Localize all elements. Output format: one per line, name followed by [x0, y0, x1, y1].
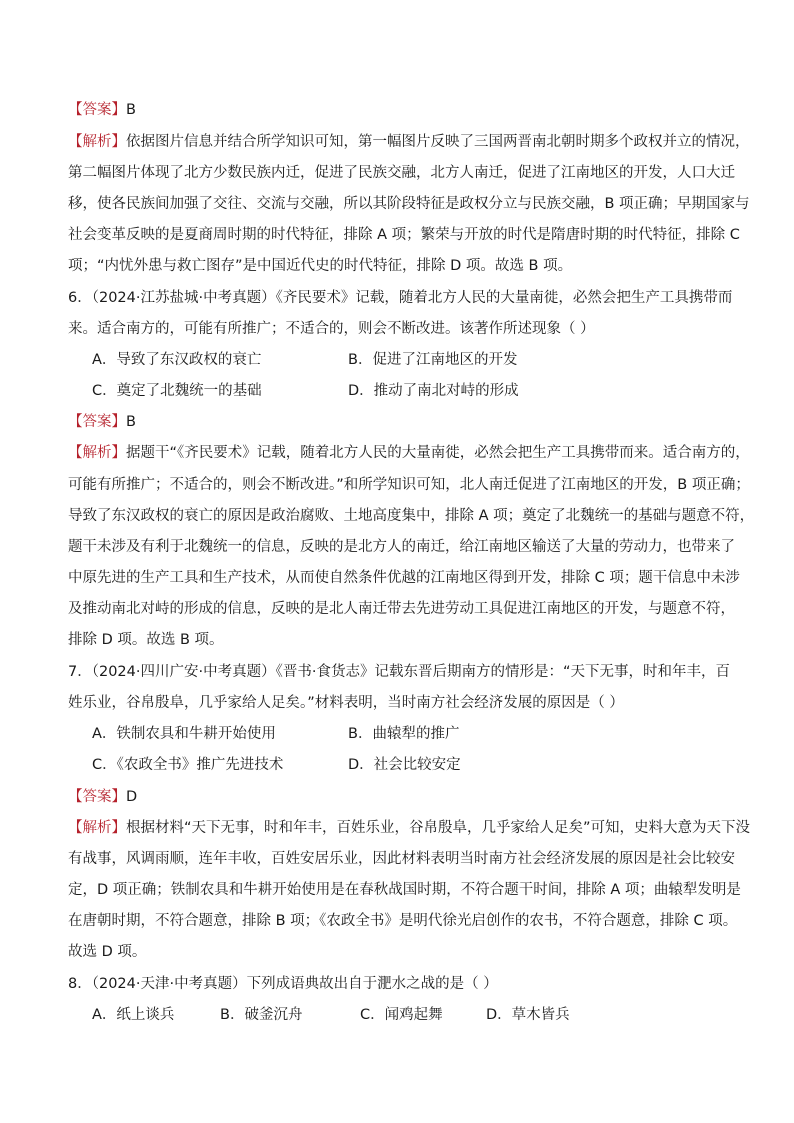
answer-tag: 【答案】 [68, 414, 126, 430]
q6-option-c: C．奠定了北魏统一的基础 [92, 383, 262, 399]
q6-analysis-line: 导致了东汉政权的衰亡的原因是政治腐败、土地高度集中，排除 A 项；奠定了北魏统一的基础与题意不符， [68, 508, 755, 524]
q7-option-a: A．铁制农具和牛耕开始使用 [92, 726, 276, 742]
analysis-text: 根据材料“天下无事，时和年丰，百姓乐业，谷帛殷阜，几乎家给人足矣”可知，史料大意为天下没 [126, 820, 751, 836]
q6-analysis-line [68, 443, 750, 463]
q8-option-a: A．纸上谈兵 [92, 1007, 175, 1023]
q7-analysis-line [68, 818, 750, 838]
analysis-text: 据题干“《齐民要术》记载，随着北方人民的大量南徙，必然会把生产工具携带而来。适合南方的， [126, 445, 750, 461]
q5-answer-line [68, 100, 136, 120]
q5-analysis-line: 项；“内忧外患与救亡图存”是中国近代史的时代特征，排除 D 项。故选 B 项。 [68, 258, 573, 274]
q6-answer-line [68, 412, 136, 432]
answer-tag: 【答案】 [68, 789, 126, 805]
answer-value: D [126, 789, 138, 805]
q6-analysis-line: 中原先进的生产工具和生产技术，从而使自然条件优越的江南地区得到开发，排除 C 项；题干信息中未涉 [68, 570, 740, 586]
q7-stem-line: 姓乐业，谷帛殷阜，几乎家给人足矣。”材料表明，当时南方社会经济发展的原因是（ ） [68, 695, 624, 711]
analysis-tag: 【解析】 [68, 445, 126, 461]
q8-option-d: D．草木皆兵 [486, 1007, 570, 1023]
q5-analysis-line: 第二幅图片体现了北方少数民族内迁，促进了民族交融，北方人南迁，促进了江南地区的开发，人口大迁 [68, 165, 735, 181]
q5-analysis-line: 移，使各民族间加强了交往、交流与交融，所以其阶段特征是政权分立与民族交融，B 项正确；早期国家与 [68, 196, 750, 212]
q7-answer-line [68, 787, 137, 807]
q5-analysis-line: 社会变革反映的是夏商周时期的时代特征，排除 A 项；繁荣与开放的时代是隋唐时期的时代特征，排除 C [68, 227, 740, 243]
answer-value: B [126, 414, 136, 430]
analysis-text: 依据图片信息并结合所学知识可知，第一幅图片反映了三国两晋南北朝时期多个政权并立的情况， [126, 134, 750, 150]
q7-stem-line: 7．（2024·四川广安·中考真题）《晋书·食货志》记载东晋后期南方的情形是：“天下无事，时和年丰，百 [68, 664, 730, 680]
q8-option-c: C．闻鸡起舞 [360, 1007, 443, 1023]
q7-option-d: D．社会比较安定 [348, 757, 461, 773]
q7-option-b: B．曲辕犁的推广 [348, 726, 460, 742]
q6-option-b: B．促进了江南地区的开发 [348, 352, 518, 368]
q6-analysis-line: 排除 D 项。故选 B 项。 [68, 632, 224, 648]
q5-analysis-line [68, 132, 750, 152]
q7-option-c: C．《农政全书》推广先进技术 [92, 757, 284, 773]
q6-stem-line: 6．（2024·江苏盐城·中考真题）《齐民要术》记载，随着北方人民的大量南徙，必然会把生产工具携带而 [68, 290, 733, 306]
q6-analysis-line: 题干未涉及有利于北魏统一的信息，反映的是北方人的南迁，给江南地区输送了大量的劳动力，也带来了 [68, 539, 735, 555]
q7-analysis-line: 有战事，风调雨顺，连年丰收，百姓安居乐业，因此材料表明当时南方社会经济发展的原因是社会比较安 [68, 851, 735, 867]
q8-stem-line: 8．（2024·天津·中考真题）下列成语典故出自于淝水之战的是（ ） [68, 976, 498, 992]
q6-analysis-line: 可能有所推广；不适合的，则会不断改进。”和所学知识可知，北人南迁促进了江南地区的开发，B 项正确； [68, 477, 750, 493]
q7-analysis-line: 定，D 项正确；铁制农具和牛耕开始使用是在春秋战国时期，不符合题干时间，排除 A 项；曲辕犁发明是 [68, 882, 741, 898]
q6-option-a: A．导致了东汉政权的衰亡 [92, 352, 262, 368]
answer-value: B [126, 102, 136, 118]
q7-analysis-line: 故选 D 项。 [68, 944, 147, 960]
analysis-tag: 【解析】 [68, 134, 126, 150]
q6-stem-line: 来。适合南方的，可能有所推广；不适合的，则会不断改进。该著作所述现象（ ） [68, 321, 595, 337]
q6-analysis-line: 及推动南北对峙的形成的信息，反映的是北人南迁带去先进劳动工具促进江南地区的开发，与题意不符， [68, 601, 735, 617]
answer-tag: 【答案】 [68, 102, 126, 118]
q7-analysis-line: 在唐朝时期，不符合题意，排除 B 项；《农政全书》是明代徐光启创作的农书，不符合题意，排除 C 项。 [68, 913, 738, 929]
q6-option-d: D．推动了南北对峙的形成 [348, 383, 519, 399]
q8-option-b: B．破釜沉舟 [220, 1007, 303, 1023]
analysis-tag: 【解析】 [68, 820, 126, 836]
